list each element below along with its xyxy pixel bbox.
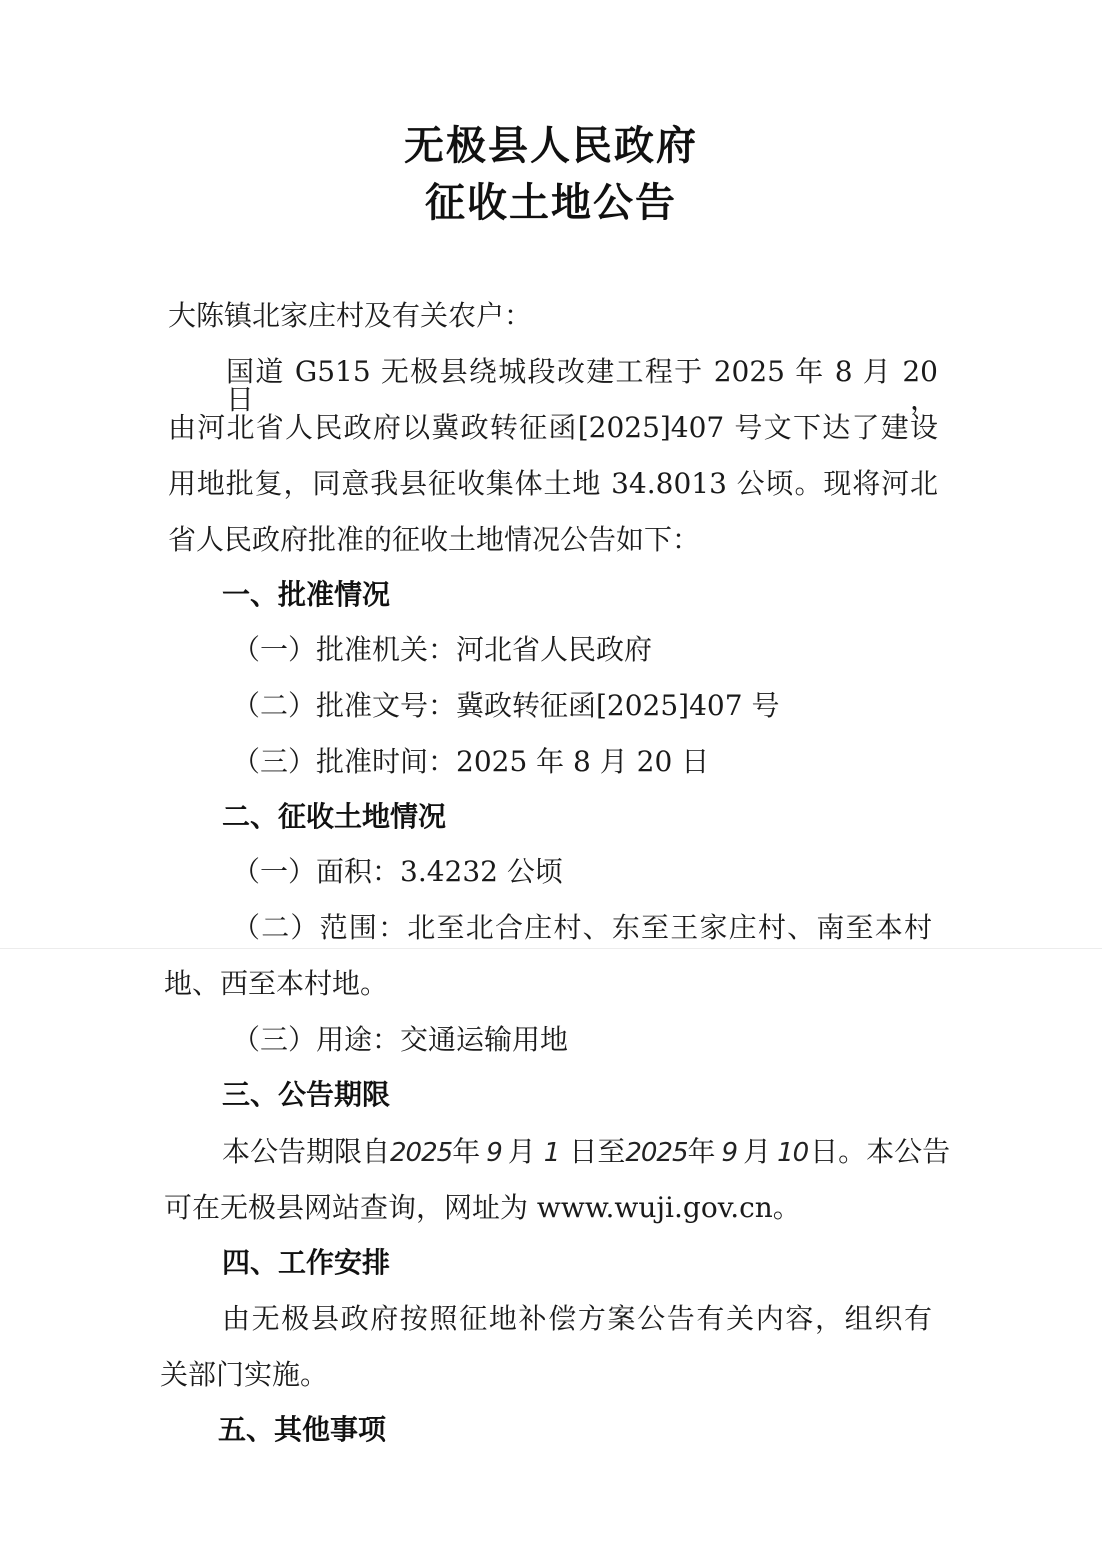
section-5-heading: 五、其他事项 <box>218 1413 387 1446</box>
period-year-text: 年 <box>452 1135 481 1168</box>
section-1-item-3: （三）批准时间：2025 年 8 月 20 日 <box>232 745 710 778</box>
period-year-text-2: 年 <box>687 1135 716 1168</box>
period-month-text-2: 月 <box>743 1135 772 1168</box>
section-1-item-1: （一）批准机关：河北省人民政府 <box>232 633 653 666</box>
section-2-item-2-line-1: （二）范围：北至北合庄村、东至王家庄村、南至本村 <box>232 911 932 944</box>
scan-line <box>0 948 1102 949</box>
section-2-item-3: （三）用途：交通运输用地 <box>232 1023 569 1056</box>
document-title: 无极县人民政府 <box>404 122 698 169</box>
handwritten-end-month: 9 <box>721 1138 738 1168</box>
section-4-line-1: 由无极县政府按照征地补偿方案公告有关内容，组织有 <box>222 1302 932 1335</box>
intro-line-1: 国道 G515 无极县绕城段改建工程于 2025 年 8 月 20 日， <box>226 355 938 416</box>
section-3-heading: 三、公告期限 <box>222 1078 391 1111</box>
handwritten-start-month: 9 <box>486 1138 502 1168</box>
section-2-item-2-line-2: 地、西至本村地。 <box>164 967 389 1000</box>
period-to-text: 日至 <box>569 1135 626 1168</box>
period-prefix: 本公告期限自 <box>222 1135 391 1168</box>
intro-line-4: 省人民政府批准的征收土地情况公告如下： <box>168 523 701 556</box>
period-month-text: 月 <box>507 1135 536 1168</box>
salutation: 大陈镇北家庄村及有关农户： <box>168 299 533 332</box>
section-3-line-2: 可在无极县网站查询，网址为 www.wuji.gov.cn。 <box>164 1191 801 1224</box>
handwritten-start-year: 2025 <box>390 1138 453 1168</box>
section-2-heading: 二、征收土地情况 <box>222 800 447 833</box>
section-4-line-2: 关部门实施。 <box>160 1358 329 1391</box>
section-3-line-1 <box>222 1135 951 1168</box>
section-1-heading: 一、批准情况 <box>222 578 391 611</box>
handwritten-end-year: 2025 <box>625 1138 688 1168</box>
document-subtitle: 征收土地公告 <box>425 179 677 226</box>
section-1-item-2: （二）批准文号：冀政转征函[2025]407 号 <box>232 689 780 722</box>
handwritten-start-day: 1 <box>543 1138 560 1168</box>
section-2-item-1: （一）面积：3.4232 公顷 <box>232 855 563 888</box>
period-suffix: 日。本公告 <box>810 1135 951 1168</box>
intro-line-3: 用地批复，同意我县征收集体土地 34.8013 公顷。现将河北 <box>168 467 938 500</box>
section-4-heading: 四、工作安排 <box>222 1246 391 1279</box>
handwritten-end-day: 10 <box>777 1138 809 1168</box>
intro-line-2: 由河北省人民政府以冀政转征函[2025]407 号文下达了建设 <box>168 411 938 444</box>
